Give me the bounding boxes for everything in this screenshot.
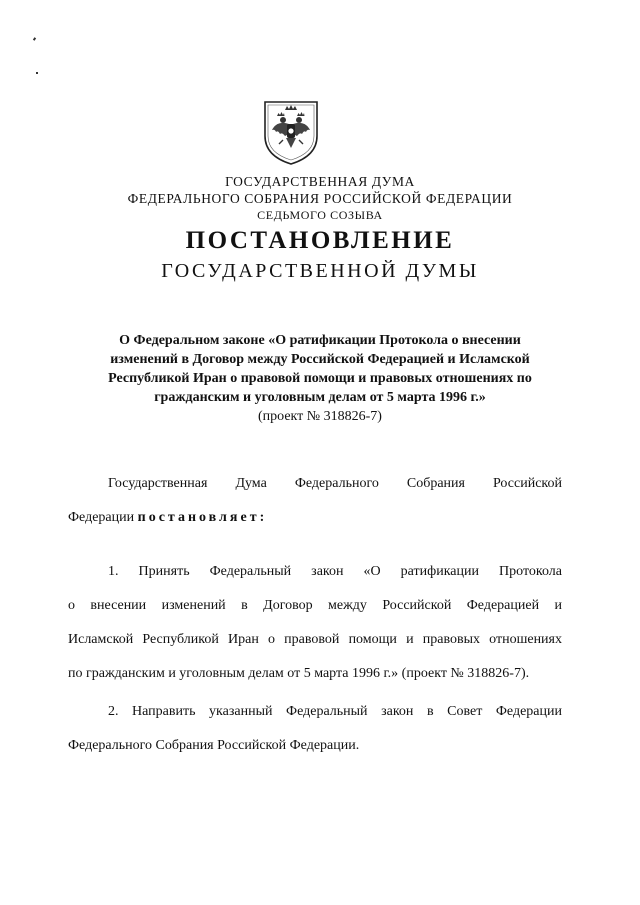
item1-line: по гражданским и уголовным делам от 5 марта 1996 г.» (проект № 318826-7). xyxy=(68,666,530,681)
title-line: О Федеральном законе «О ратификации Протокола о внесении xyxy=(119,333,521,348)
item1-line: о внесении изменений в Договор между Российской Федерацией и xyxy=(68,598,562,613)
item2-line: 2. Направить указанный Федеральный закон в Совет Федерации xyxy=(108,704,562,719)
title-line: изменений в Договор между Российской Федерацией и Исламской xyxy=(110,352,530,367)
state-emblem-icon xyxy=(259,96,323,168)
document-subtitle: ГОСУДАРСТВЕННОЙ ДУМЫ xyxy=(161,260,479,282)
project-number: (проект № 318826-7) xyxy=(258,409,382,424)
scan-mark xyxy=(33,37,36,41)
item1-line: Исламской Республикой Иран о правовой помощи и правовых отношениях xyxy=(68,632,562,647)
item1-line: 1. Принять Федеральный закон «О ратификации Протокола xyxy=(108,564,562,579)
preamble-line xyxy=(68,510,267,526)
org-line-2: ФЕДЕРАЛЬНОГО СОБРАНИЯ РОССИЙСКОЙ ФЕДЕРАЦИИ xyxy=(127,191,513,206)
preamble-line: Государственная Дума Федерального Собрания Российской xyxy=(108,476,562,491)
item2-line: Федерального Собрания Российской Федерации. xyxy=(68,738,360,753)
title-line: Республикой Иран о правовой помощи и правовых отношениях по xyxy=(108,371,532,386)
document-type: ПОСТАНОВЛЕНИЕ xyxy=(185,227,455,254)
org-line-3: СЕДЬМОГО СОЗЫВА xyxy=(257,208,383,222)
scan-mark xyxy=(36,72,38,74)
org-line-1: ГОСУДАРСТВЕННАЯ ДУМА xyxy=(225,174,415,189)
title-line: гражданским и уголовным делам от 5 марта 1996 г.» xyxy=(154,390,486,405)
preamble-text: Федерации xyxy=(68,510,135,525)
resolves-keyword: постановляет: xyxy=(137,510,268,525)
